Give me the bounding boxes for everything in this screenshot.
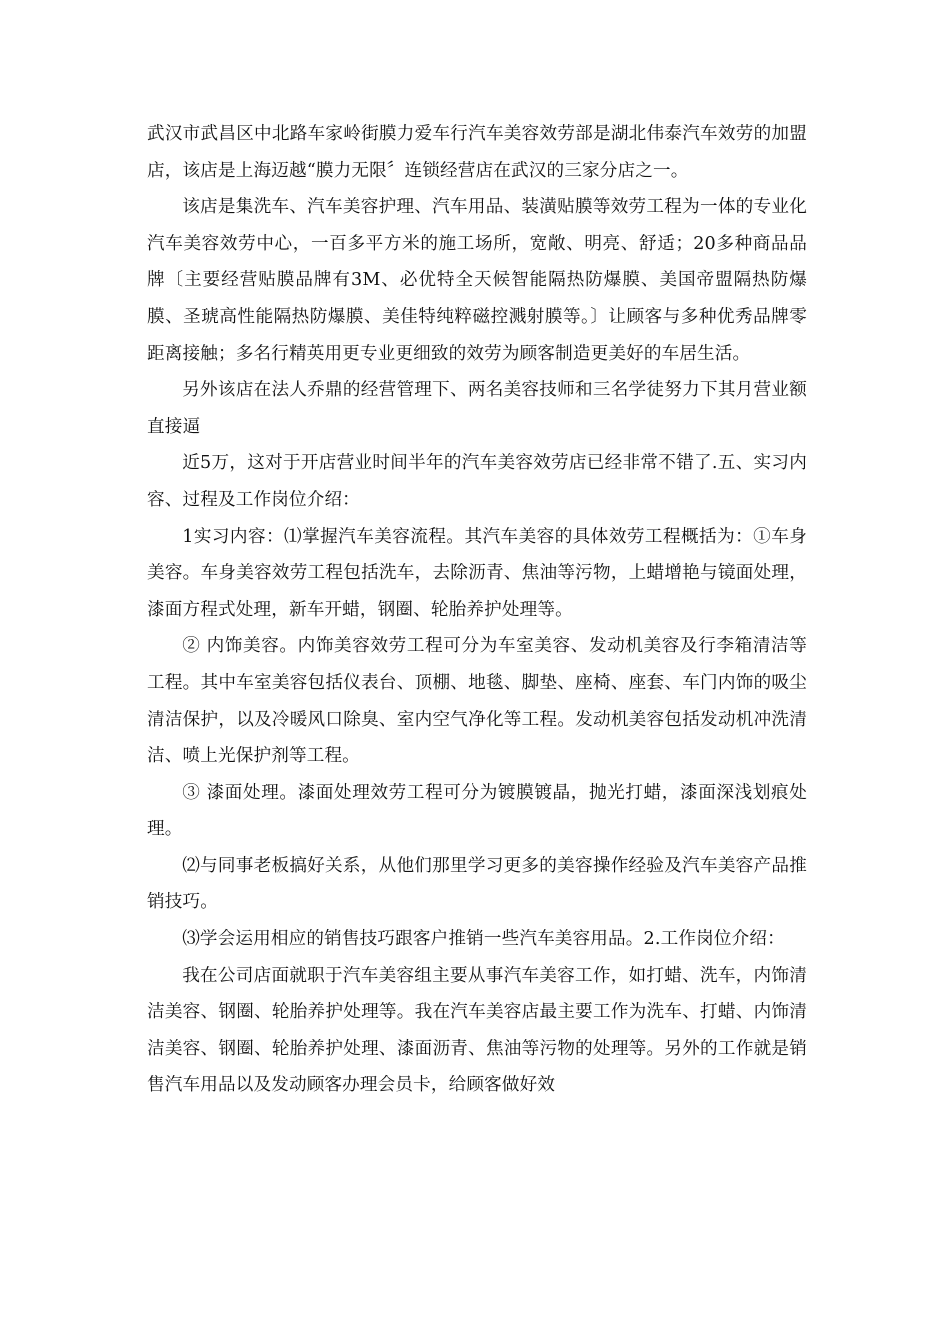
paragraph-7: ③ 漆面处理。漆面处理效劳工程可分为镀膜镀晶，抛光打蜡，漆面深浅划痕处理。: [147, 782, 807, 840]
paragraph-6: ② 内饰美容。内饰美容效劳工程可分为车室美容、发动机美容及行李箱清洁等工程。其中车室美容包括仪表台、顶棚、地毯、脚垫、座椅、座套、车门内饰的吸尘清洁保护，以及冷暖风口除臭、室内空气净化等工程。发动机美容包括发动机冲洗清洁、喷上光保护剂等工程。: [147, 636, 807, 767]
paragraph-2: 该店是集洗车、汽车美容护理、汽车用品、装潢贴膜等效劳工程为一体的专业化汽车美容效劳中心，一百多平方米的施工场所，宽敞、明亮、舒适；20多种商品品牌〔主要经营贴膜品牌有3M、必优特全天候智能隔热防爆膜、美国帝盟隔热防爆膜、圣琥高性能隔热防爆膜、美佳特纯粹磁控溅射膜等。〕让顾客与多种优秀品牌零距离接触；多名行精英用更专业更细致的效劳为顾客制造更美好的车居生活。: [147, 197, 807, 364]
paragraph-1: 武汉市武昌区中北路车家岭街膜力爱车行汽车美容效劳部是湖北伟泰汽车效劳的加盟店，该店是上海迈越“膜力无限〞连锁经营店在武汉的三家分店之一。: [147, 124, 807, 181]
paragraph-4: 近5万，这对于开店营业时间半年的汽车美容效劳店已经非常不错了.五、实习内容、过程及工作岗位介绍：: [147, 453, 807, 510]
document-body: [147, 116, 807, 1104]
paragraph-10: 我在公司店面就职于汽车美容组主要从事汽车美容工作，如打蜡、洗车，内饰清洁美容、钢圈、轮胎养护处理等。我在汽车美容店最主要工作为洗车、打蜡、内饰清洁美容、钢圈、轮胎养护处理、漆面沥青、焦油等污物的处理等。另外的工作就是销售汽车用品以及发动顾客办理会员卡，给顾客做好效: [147, 965, 807, 1096]
paragraph-5: 1实习内容：⑴掌握汽车美容流程。其汽车美容的具体效劳工程概括为：①车身美容。车身美容效劳工程包括洗车，去除沥青、焦油等污物，上蜡增艳与镜面处理，漆面方程式处理，新车开蜡，钢圈、轮胎养护处理等。: [147, 526, 807, 620]
paragraph-3: 另外该店在法人乔鼎的经营管理下、两名美容技师和三名学徒努力下其月营业额直接逼: [147, 380, 807, 437]
paragraph-9: ⑶学会运用相应的销售技巧跟客户推销一些汽车美容用品。2.工作岗位介绍：: [182, 929, 785, 950]
paragraph-8: ⑵与同事老板搞好关系，从他们那里学习更多的美容操作经验及汽车美容产品推销技巧。: [147, 855, 807, 913]
